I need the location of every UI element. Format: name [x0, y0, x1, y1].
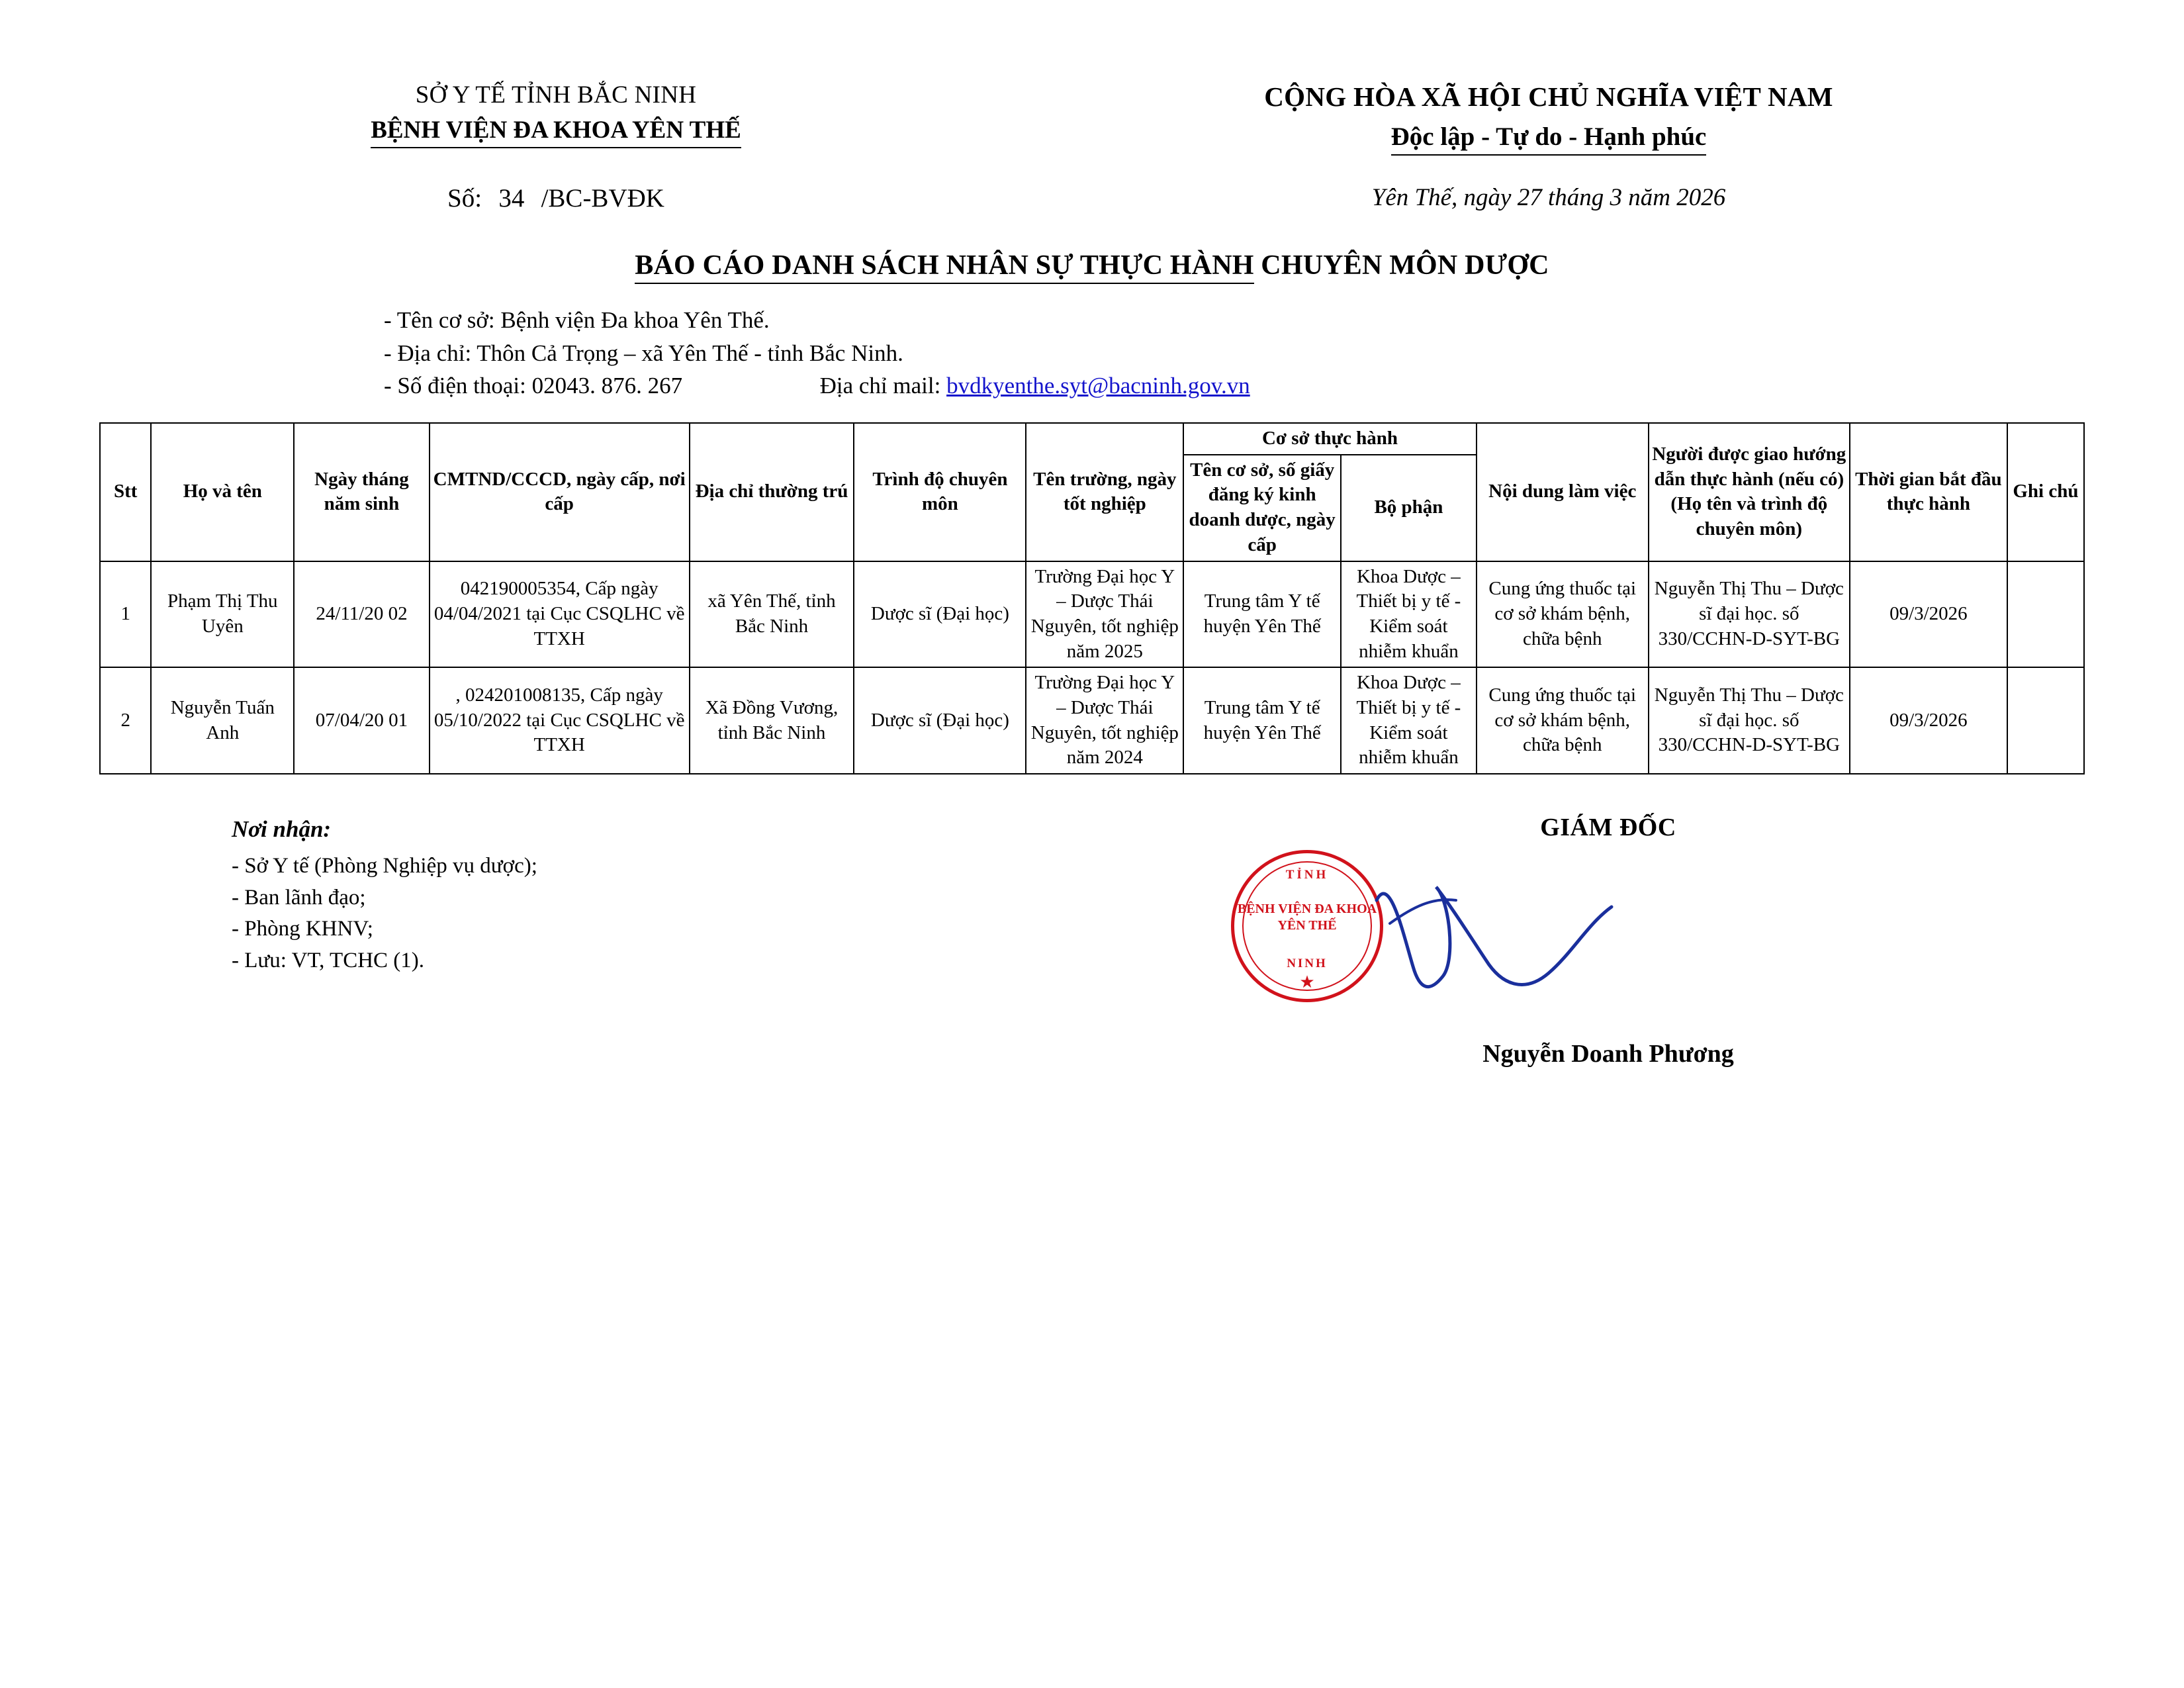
issuing-organization — [99, 53, 1013, 148]
header-facility-name: Tên cơ sở, số giấy đăng ký kinh doanh dược, ngày cấp — [1183, 455, 1341, 561]
cell-id: , 024201008135, Cấp ngày 05/10/2022 tại Cục CSQLHC về TTXH — [430, 667, 690, 774]
country-name: CỘNG HÒA XÃ HỘI CHỦ NGHĨA VIỆT NAM — [1264, 81, 1833, 112]
header-start-time: Thời gian bắt đầu thực hành — [1850, 423, 2007, 561]
document-header — [99, 53, 2085, 156]
facility-contact-line — [384, 369, 2085, 402]
cell-address: xã Yên Thế, tỉnh Bắc Ninh — [690, 561, 854, 668]
recipient-item: - Ban lãnh đạo; — [232, 885, 366, 910]
page-title-underlined: BÁO CÁO DANH SÁCH NHÂN SỰ THỰC HÀNH — [635, 250, 1253, 284]
cell-note — [2007, 561, 2084, 668]
recipient-item: - Lưu: VT, TCHC (1). — [232, 949, 425, 973]
cell-facility: Trung tâm Y tế huyện Yên Thế — [1183, 667, 1341, 774]
document-number-suffix: /BC-BVĐK — [541, 184, 664, 212]
header-level: Trình độ chuyên môn — [854, 423, 1026, 561]
cell-guide: Nguyễn Thị Thu – Dược sĩ đại học. số 330/CCHN-D-SYT-BG — [1649, 667, 1850, 774]
department-name: SỞ Y TẾ TỈNH BẮC NINH — [415, 81, 697, 109]
cell-name: Nguyễn Tuấn Anh — [151, 667, 294, 774]
recipients-title: Nơi nhận: — [232, 816, 332, 842]
recipients-block — [99, 813, 1132, 1068]
document-number-value: 34 — [498, 184, 525, 212]
hospital-name: BỆNH VIỆN ĐA KHOA YÊN THẾ — [371, 116, 741, 148]
document-number — [99, 183, 1013, 213]
header-dob: Ngày tháng năm sinh — [294, 423, 430, 561]
table-header-row-1 — [100, 423, 2084, 455]
table-row — [100, 561, 2084, 668]
facility-address-line: - Địa chỉ: Thôn Cả Trọng – xã Yên Thế - tỉnh Bắc Ninh. — [384, 340, 903, 366]
cell-address: Xã Đồng Vương, tỉnh Bắc Ninh — [690, 667, 854, 774]
national-heading — [1013, 53, 2085, 156]
document-number-label: Số: — [447, 184, 482, 212]
personnel-table — [99, 422, 2085, 774]
cell-guide: Nguyễn Thị Thu – Dược sĩ đại học. số 330/CCHN-D-SYT-BG — [1649, 561, 1850, 668]
header-id: CMTND/CCCD, ngày cấp, nơi cấp — [430, 423, 690, 561]
signature-block — [1132, 813, 2085, 1068]
cell-stt: 1 — [100, 561, 151, 668]
header-work-content: Nội dung làm việc — [1477, 423, 1649, 561]
cell-level: Dược sĩ (Đại học) — [854, 667, 1026, 774]
cell-id: 042190005354, Cấp ngày 04/04/2021 tại Cục CSQLHC về TTXH — [430, 561, 690, 668]
table-row — [100, 667, 2084, 774]
facility-info — [99, 304, 2085, 402]
header-school: Tên trường, ngày tốt nghiệp — [1026, 423, 1183, 561]
header-practice-facility-group: Cơ sở thực hành — [1183, 423, 1477, 455]
header-department: Bộ phận — [1341, 455, 1477, 561]
signer-title: GIÁM ĐỐC — [1540, 814, 1676, 841]
cell-dob: 24/11/20 02 — [294, 561, 430, 668]
country-motto: Độc lập - Tự do - Hạnh phúc — [1391, 122, 1707, 156]
handwritten-signature-icon — [1350, 861, 1628, 1013]
facility-mail-link[interactable]: bvdkyenthe.syt@bacninh.gov.vn — [946, 373, 1250, 399]
header-address: Địa chỉ thường trú — [690, 423, 854, 561]
document-footer — [99, 813, 2085, 1068]
facility-mail-label: Địa chỉ mail: — [819, 373, 941, 399]
cell-note — [2007, 667, 2084, 774]
stamp-and-signature-area — [1132, 842, 2085, 1034]
header-guide: Người được giao hướng dẫn thực hành (nếu có) (Họ tên và trình độ chuyên môn) — [1649, 423, 1850, 561]
recipient-item: - Phòng KHNV; — [232, 917, 373, 941]
signer-name: Nguyễn Doanh Phương — [1482, 1040, 1734, 1068]
cell-name: Phạm Thị Thu Uyên — [151, 561, 294, 668]
cell-school: Trường Đại học Y – Dược Thái Nguyên, tốt nghiệp năm 2025 — [1026, 561, 1183, 668]
facility-phone: - Số điện thoại: 02043. 876. 267 — [384, 373, 683, 399]
cell-department: Khoa Dược – Thiết bị y tế - Kiểm soát nhiễm khuẩn — [1341, 561, 1477, 668]
page-title — [99, 250, 2085, 281]
cell-facility: Trung tâm Y tế huyện Yên Thế — [1183, 561, 1341, 668]
cell-stt: 2 — [100, 667, 151, 774]
stamp-arc-top: TỈNH — [1285, 868, 1329, 882]
cell-time: 09/3/2026 — [1850, 667, 2007, 774]
cell-time: 09/3/2026 — [1850, 561, 2007, 668]
document-number-row — [99, 183, 2085, 213]
stamp-center-text: BỆNH VIỆN ĐA KHOA YÊN THẾ — [1237, 902, 1377, 933]
facility-name-line: - Tên cơ sở: Bệnh viện Đa khoa Yên Thế. — [384, 307, 770, 333]
header-stt: Stt — [100, 423, 151, 561]
cell-work: Cung ứng thuốc tại cơ sở khám bệnh, chữa bệnh — [1477, 561, 1649, 668]
cell-level: Dược sĩ (Đại học) — [854, 561, 1026, 668]
stamp-arc-bottom: NINH — [1287, 957, 1328, 970]
cell-dob: 07/04/20 01 — [294, 667, 430, 774]
header-note: Ghi chú — [2007, 423, 2084, 561]
stamp-star-icon: ★ — [1299, 972, 1315, 992]
place-and-date: Yên Thế, ngày 27 tháng 3 năm 2026 — [1371, 184, 1726, 211]
cell-work: Cung ứng thuốc tại cơ sở khám bệnh, chữa bệnh — [1477, 667, 1649, 774]
recipient-item: - Sở Y tế (Phòng Nghiệp vụ dược); — [232, 853, 537, 878]
header-name: Họ và tên — [151, 423, 294, 561]
page-title-rest: CHUYÊN MÔN DƯỢC — [1253, 250, 1549, 281]
cell-department: Khoa Dược – Thiết bị y tế - Kiểm soát nhiễm khuẩn — [1341, 667, 1477, 774]
cell-school: Trường Đại học Y – Dược Thái Nguyên, tốt nghiệp năm 2024 — [1026, 667, 1183, 774]
